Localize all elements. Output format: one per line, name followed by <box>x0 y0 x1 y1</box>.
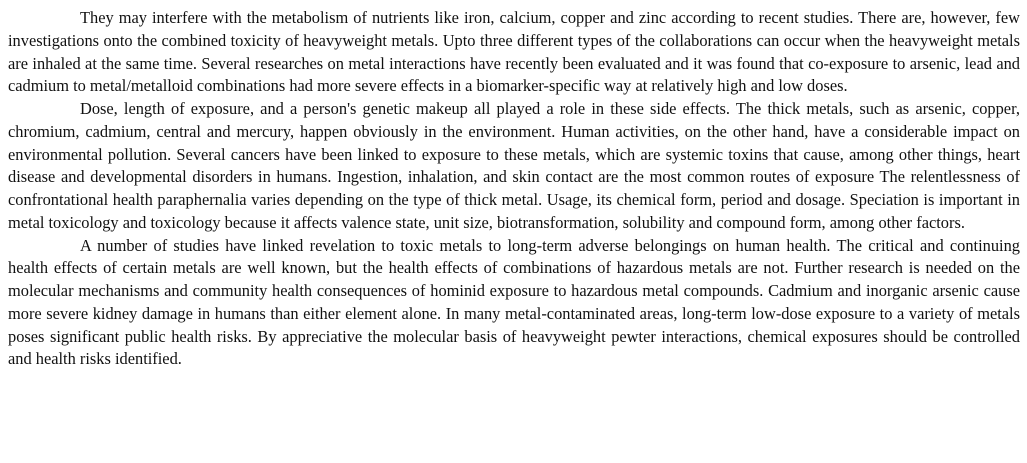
paragraph-2: Dose, length of exposure, and a person's genetic makeup all played a role in these side effects. The thick metals, such as arsenic, copper, chromium, cadmium, central and mercury, happen obviously in the environment. Human activities, on the other hand, have a considerable impact on environmental pollution. Several cancers have been linked to exposure to these metals, which are systemic toxins that cause, among other things, heart disease and developmental disorders in humans. Ingestion, inhalation, and skin contact are the most common routes of exposure The relentlessness of confrontational health paraphernalia varies depending on the type of thick metal. Usage, its chemical form, period and dosage. Speciation is important in metal toxicology and toxicology because it affects valence state, unit size, biotransformation, solubility and compound form, among other factors. <box>8 99 1020 232</box>
paragraph-1: They may interfere with the metabolism of nutrients like iron, calcium, copper and zinc according to recent studies. There are, however, few investigations onto the combined toxicity of heavyweight metals. Upto three different types of the collaborations can occur when the heavyweight metals are inhaled at the same time. Several researches on metal interactions have recently been evaluated and it was found that co-exposure to arsenic, lead and cadmium to metal/metalloid combinations had more severe effects in a biomarker-specific way at relatively high and low doses. <box>8 8 1020 96</box>
paragraph-3: A number of studies have linked revelation to toxic metals to long-term adverse belongings on human health. The critical and continuing health effects of certain metals are well known, but the health effects of combinations of hazardous metals are not. Further research is needed on the molecular mechanisms and community health consequences of hominid exposure to hazardous metal compounds. Cadmium and inorganic arsenic cause more severe kidney damage in humans than either element alone. In many metal-contaminated areas, long-term low-dose exposure to a variety of metals poses significant public health risks. By appreciative the molecular basis of heavyweight pewter interactions, chemical exposures should be controlled and health risks identified. <box>8 235 1020 369</box>
